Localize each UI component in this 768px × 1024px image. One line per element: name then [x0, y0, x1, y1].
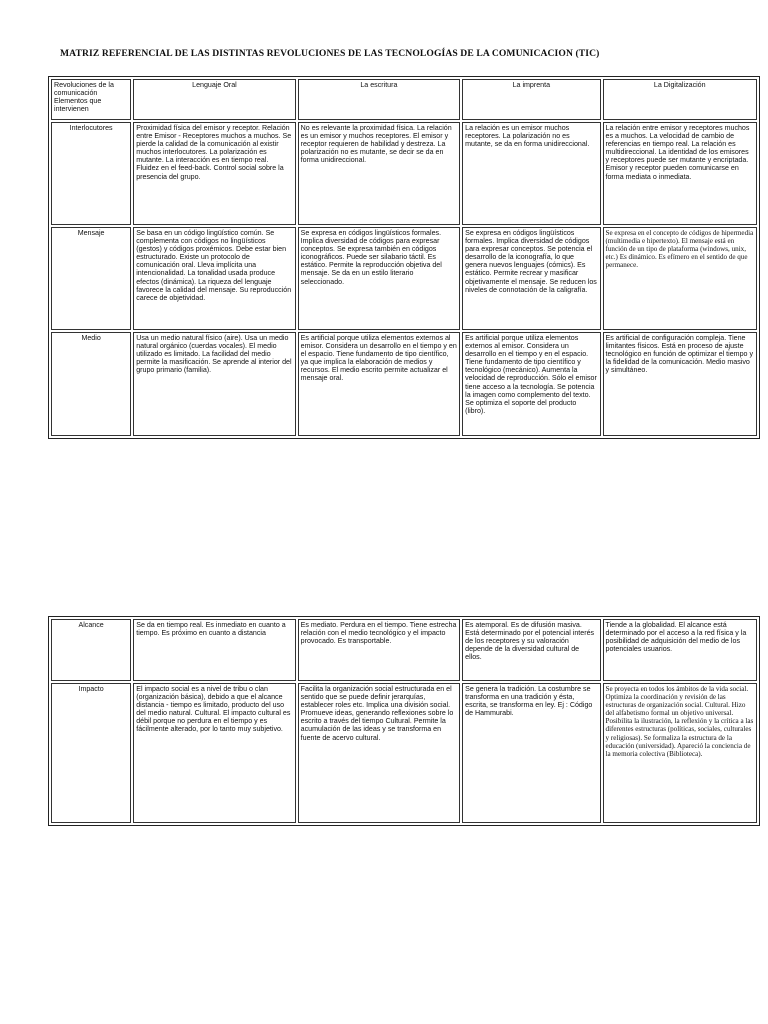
table-cell: Se expresa en códigos lingüísticos formales. Implica diversidad de códigos para expresar conceptos. Se expresa también en códigos iconográficos. Puede ser silabario táctil. Es estático. Permite la reproducción objetiva del mensaje. Se da en un estilo literario seleccionado.	[298, 227, 460, 330]
table-cell: Es artificial porque utiliza elementos externos al emisor. Considera un desarrollo en el tiempo y en el espacio. Tiene fundamento de tipo científico y tecnológico (mecánico). Aumenta la velocidad de reproducción. Sólo el emisor tiene acceso a la tecnología. Se potencia la imagen como complemento del texto. Se optimiza el soporte del producto (libro).	[462, 332, 600, 436]
column-header-digitalizacion: La Digitalización	[603, 79, 757, 120]
table-cell: Tiende a la globalidad. El alcance está determinado por el acceso a la red física y la posibilidad de adquisición del medio de los potenciales usuarios.	[603, 619, 757, 681]
table-cell: Es artificial de configuración compleja. Tiene limitantes físicos. Está en proceso de ajuste tecnológico en función de optimizar el tiempo y la fidelidad de la comunicación. Medio masivo y simultáneo.	[603, 332, 757, 436]
table-cell: Es artificial porque utiliza elementos externos al emisor. Considera un desarrollo en el tiempo y en el espacio. Tiene fundamento de tipo científico, ya que implica la elaboración de medios y recursos. El medio escrito permite actualizar el mensaje oral.	[298, 332, 460, 436]
table-row	[51, 122, 757, 225]
column-header-escritura: La escritura	[298, 79, 460, 120]
table-cell: La relación es un emisor muchos receptores. La polarización no es mutante, se da en forma unidireccional.	[462, 122, 600, 225]
table-cell: Se proyecta en todos los ámbitos de la vida social. Optimiza la coordinación y revisión de las estructuras de organización social. Cultural. Hizo del alfabetismo formal un objetivo universal. Posibilita la ilustración, la reflexión y la crítica a las diferentes estructuras (políticas, sociales, culturales y religiosas). Se formaliza la estructura de la educación (universidad). Apareció la conciencia de la memoria colectiva (Biblioteca).	[603, 683, 757, 823]
corner-cell: Revoluciones de la comunicación Elementos que intervienen	[51, 79, 131, 120]
row-label-mensaje: Mensaje	[51, 227, 131, 330]
table-cell: Se expresa en el concepto de códigos de hipermedia (multimedia e hipertexto). El mensaje está en función de un tipo de plataforma (windows, unix, etc.) Es dinámico. Es efímero en el sentido de que permanece.	[603, 227, 757, 330]
table-cell: Usa un medio natural físico (aire). Usa un medio natural orgánico (cuerdas vocales). El medio utilizado es limitado. La facilidad del medio permite la masificación. Se aprende al interior del grupo primario (familia).	[133, 332, 295, 436]
row-label-impacto: Impacto	[51, 683, 131, 823]
row-label-alcance: Alcance	[51, 619, 131, 681]
column-header-lenguaje-oral: Lenguaje Oral	[133, 79, 295, 120]
page-title: MATRIZ REFERENCIAL DE LAS DISTINTAS REVOLUCIONES DE LAS TECNOLOGÍAS DE LA COMUNICACION (TIC)	[60, 48, 600, 59]
table-cell: Es mediato. Perdura en el tiempo. Tiene estrecha relación con el medio tecnológico y el impacto provocado. Es transportable.	[298, 619, 460, 681]
matrix-table-bottom	[48, 616, 760, 826]
table-cell: No es relevante la proximidad física. La relación es un emisor y muchos receptores. El emisor y receptor requieren de habilidad y destreza. La polarización no es mutante, se decir se da en forma unidireccional.	[298, 122, 460, 225]
table-cell: La relación entre emisor y receptores muchos es a muchos. La velocidad de cambio de referencias en tiempo real. La relación es multidireccional. La identidad de los emisores y receptores puede ser mutante y encriptada. Emisor y receptor pueden comunicarse en forma mediata o inmediata.	[603, 122, 757, 225]
column-header-imprenta: La imprenta	[462, 79, 600, 120]
table-row	[51, 227, 757, 330]
table-cell: Se basa en un código lingüístico común. Se complementa con códigos no lingüísticos (gestos) y códigos proxémicos. Debe estar bien estructurado. Existe un protocolo de comunicación oral. Lleva implícita una intencionalidad. La tonalidad usada produce efectos (dinámica). La riqueza del lenguaje favorece la calidad del mensaje. Su reproducción carece de objetividad.	[133, 227, 295, 330]
table-row	[51, 683, 757, 823]
table-cell: Proximidad física del emisor y receptor. Relación entre Emisor - Receptores muchos a muchos. Se pierde la calidad de la comunicación al existir muchos interlocutores. La polarización es mutante. La interacción es en tiempo real. Fluidez en el feed-back. Control social sobre la presencia del grupo.	[133, 122, 295, 225]
row-label-medio: Medio	[51, 332, 131, 436]
matrix-table-top	[48, 76, 760, 439]
table-cell: Es atemporal. Es de difusión masiva. Está determinado por el potencial interés de los receptores y su valoración depende de la diversidad cultural de ellos.	[462, 619, 600, 681]
table-cell: Se da en tiempo real. Es inmediato en cuanto a tiempo. Es próximo en cuanto a distancia	[133, 619, 295, 681]
table-row	[51, 332, 757, 436]
row-label-interlocutores: Interlocutores	[51, 122, 131, 225]
table-row	[51, 619, 757, 681]
table-cell: El impacto social es a nivel de tribu o clan (organización básica), debido a que el alcance distancia - tiempo es limitado, producto del uso del medio natural. Cultural. El impacto cultural es débil porque no perdura en el tiempo y es fácilmente alterado, por lo tanto muy subjetivo.	[133, 683, 295, 823]
table-cell: Facilita la organización social estructurada en el sentido que se puede definir jerarquías, establecer roles etc. Implica una división social. Promueve ideas, generando reflexiones sobre lo escrito a través del tiempo Cultural. Permite la acumulación de las ideas y se transforma en fuente de acervo cultural.	[298, 683, 460, 823]
header-row	[51, 79, 757, 120]
table-cell: Se genera la tradición. La costumbre se transforma en una tradición y ésta, escrita, se transforma en ley. Ej : Código de Hammurabi.	[462, 683, 600, 823]
table-cell: Se expresa en códigos lingüísticos formales. Implica diversidad de códigos para expresar conceptos. Se potencia el desarrollo de la iconografía, lo que genera nuevos lenguajes (cómics). Es estático. Permite recrear y masificar objetivamente el mensaje. Se reducen los niveles de connotación de la caligrafía.	[462, 227, 600, 330]
